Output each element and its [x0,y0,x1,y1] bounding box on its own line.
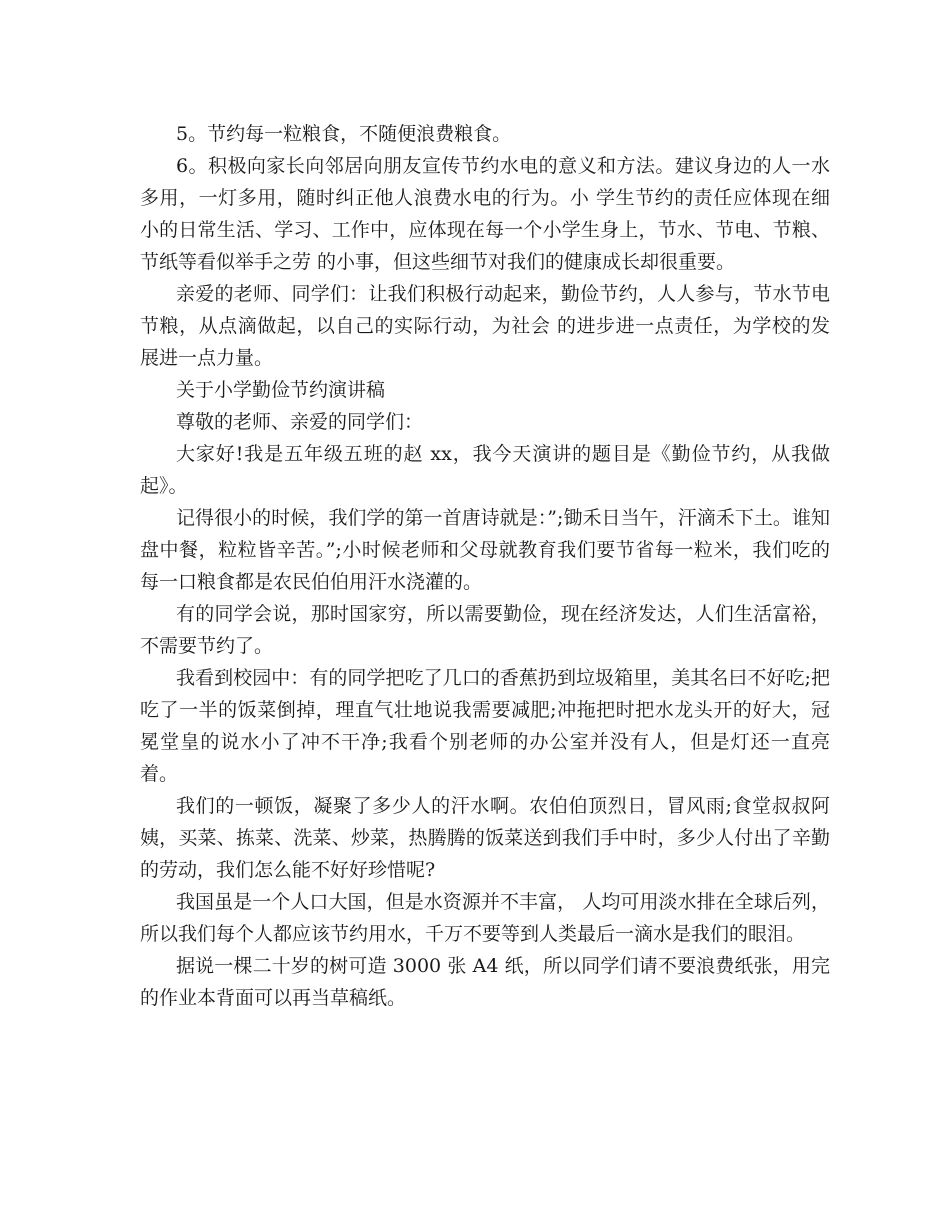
paragraph: 6。积极向家长向邻居向朋友宣传节约水电的意义和方法。建议身边的人一水多用，一灯多用，随时纠正他人浪费水电的行为。小 学生节约的责任应体现在细小的日常生活、学习、工作中，应体现在每一个小学生身上，节水、节电、节粮、节纸等看似举手之劳 的小事，但这些细节对我们的健康成长却很重要。 [140,155,830,273]
paragraph: 我看到校园中：有的同学把吃了几口的香蕉扔到垃圾箱里，美其名曰不好吃;把吃了一半的饭菜倒掉，理直气壮地说我需要减肥;冲拖把时把水龙头开的好大，冠冕堂皇的说水小了冲不干净;我看个别老师的办公室并没有人，但是灯还一直亮着。 [140,667,830,785]
document-body [140,118,830,1014]
paragraph: 记得很小的时候，我们学的第一首唐诗就是：”;锄禾日当午，汗滴禾下土。谁知盘中餐，粒粒皆辛苦。”;小时候老师和父母就教育我们要节省每一粒米，我们吃的每一口粮食都是农民伯伯用汗水浇灌的。 [140,507,830,593]
speech-title: 关于小学勤俭节约演讲稿 [176,379,386,401]
paragraph: 我国虽是一个人口大国，但是水资源并不丰富， 人均可用淡水排在全球后列，所以我们每个人都应该节约用水，千万不要等到人类最后一滴水是我们的眼泪。 [140,891,830,945]
paragraph: 5。节约每一粒粮食，不随便浪费粮食。 [176,123,512,145]
paragraph: 有的同学会说，那时国家穷，所以需要勤俭，现在经济发达，人们生活富裕，不需要节约了。 [140,603,830,657]
paragraph: 我们的一顿饭，凝聚了多少人的汗水啊。农伯伯顶烈日，冒风雨;食堂叔叔阿姨，买菜、拣菜、洗菜、炒菜，热腾腾的饭菜送到我们手中时，多少人付出了辛勤的劳动，我们怎么能不好好珍惜呢? [140,795,830,881]
paragraph: 大家好!我是五年级五班的赵 xx，我今天演讲的题目是《勤俭节约，从我做起》。 [140,443,830,497]
salutation: 尊敬的老师、亲爱的同学们： [176,411,424,433]
paragraph: 据说一棵二十岁的树可造 3000 张 A4 纸，所以同学们请不要浪费纸张，用完的作业本背面可以再当草稿纸。 [140,955,830,1009]
paragraph: 亲爱的老师、同学们：让我们积极行动起来，勤俭节约，人人参与，节水节电节粮，从点滴做起，以自己的实际行动，为社会 的进步进一点责任，为学校的发展进一点力量。 [140,283,830,369]
